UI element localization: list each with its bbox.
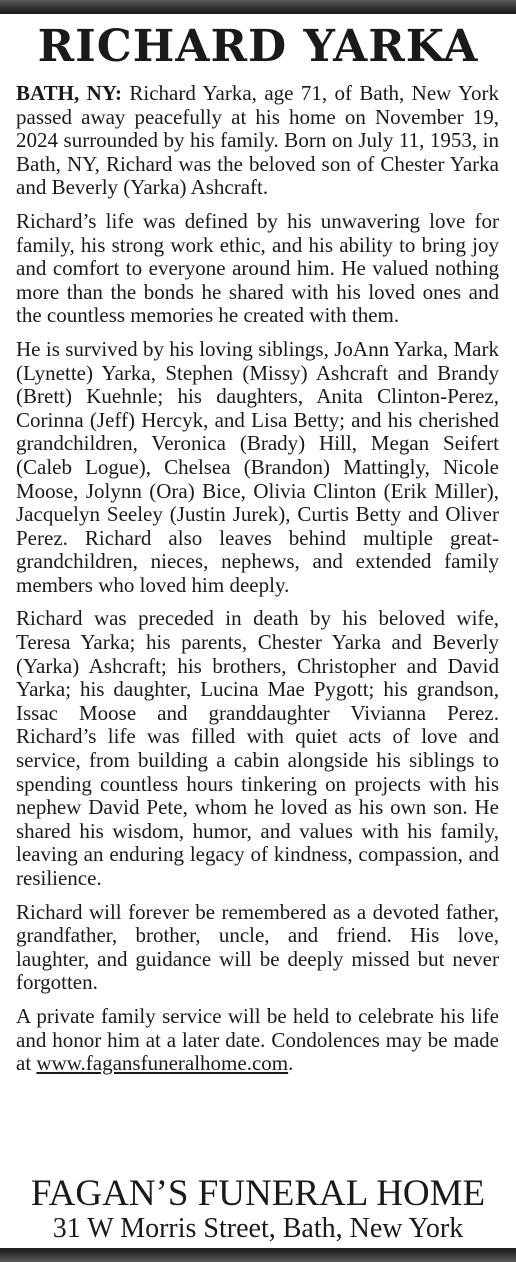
funeral-home-website-link[interactable]: www.fagansfuneralhome.com xyxy=(36,1051,289,1076)
paragraph-intro-text: Richard Yarka, age 71, of Bath, New York passed away peacefully at his home on November 19, 2024 surrounded by his family. Born on July 11, 1953, in Bath, NY, Richard was the beloved son of Chester Yarka and Beverly (Yarka) Ashcraft. xyxy=(16,81,499,200)
paragraph-life: Richard’s life was defined by his unwavering love for family, his strong work ethic, and his ability to bring joy and comfort to everyone around him. He valued nothing more than the bonds he shared with his loved ones and the countless memories he created with them. xyxy=(16,208,499,328)
paragraph-preceded: Richard was preceded in death by his beloved wife, Teresa Yarka; his parents, Chester Yarka and Beverly (Yarka) Ashcraft; his brothers, Christopher and David Yarka; his daughter, Lucina Mae Pygott; his grandson, Issac Moose and granddaughter Vivianna Perez. Richard’s life was filled with quiet acts of love and service, from building a cabin alongside his siblings to spending countless hours tinkering on projects with his nephew David Pete, whom he loved as his own son. He shared his wisdom, humor, and values with his family, leaving an enduring legacy of kindness, compassion, and resilience. xyxy=(16,606,499,890)
top-border-bar xyxy=(0,0,516,14)
funeral-home-name: FAGAN’S FUNERAL HOME xyxy=(30,1173,486,1214)
obituary-title: RICHARD YARKA xyxy=(37,21,479,72)
service-text-end: . xyxy=(288,1051,294,1076)
paragraph-service xyxy=(16,1005,499,1076)
service-text: A private family service will be held to celebrate his life and honor him at a later date. Condolences may be made at xyxy=(16,1003,499,1076)
paragraph-survivors: He is survived by his loving siblings, JoAnn Yarka, Mark (Lynette) Yarka, Stephen (Missy) Ashcraft and Brandy (Brett) Kuehnle; his daughters, Anita Clinton-Perez, Corinna (Jeff) Hercyk, and Lisa Betty; and his cherished grandchildren, Veronica (Brady) Hill, Megan Seifert (Caleb Logue), Chelsea (Brandon) Mattingly, Nicole Moose, Jolynn (Ora) Bice, Olivia Clinton (Erik Miller), Jacquelyn Seeley (Justin Jurek), Curtis Betty and Oliver Perez. Richard also leaves behind multiple great-grandchildren, nieces, nephews, and extended family members who loved him deeply. xyxy=(16,336,499,597)
obituary-body xyxy=(16,82,499,1086)
funeral-home-address: 31 W Morris Street, Bath, New York xyxy=(52,1213,464,1244)
dateline: BATH, NY: xyxy=(16,81,122,105)
paragraph-intro xyxy=(16,82,499,200)
paragraph-remembrance: Richard will forever be remembered as a devoted father, grandfather, brother, uncle, and friend. His love, laughter, and guidance will be deeply missed but never forgotten. xyxy=(16,899,499,995)
bottom-border-bar xyxy=(0,1248,516,1262)
